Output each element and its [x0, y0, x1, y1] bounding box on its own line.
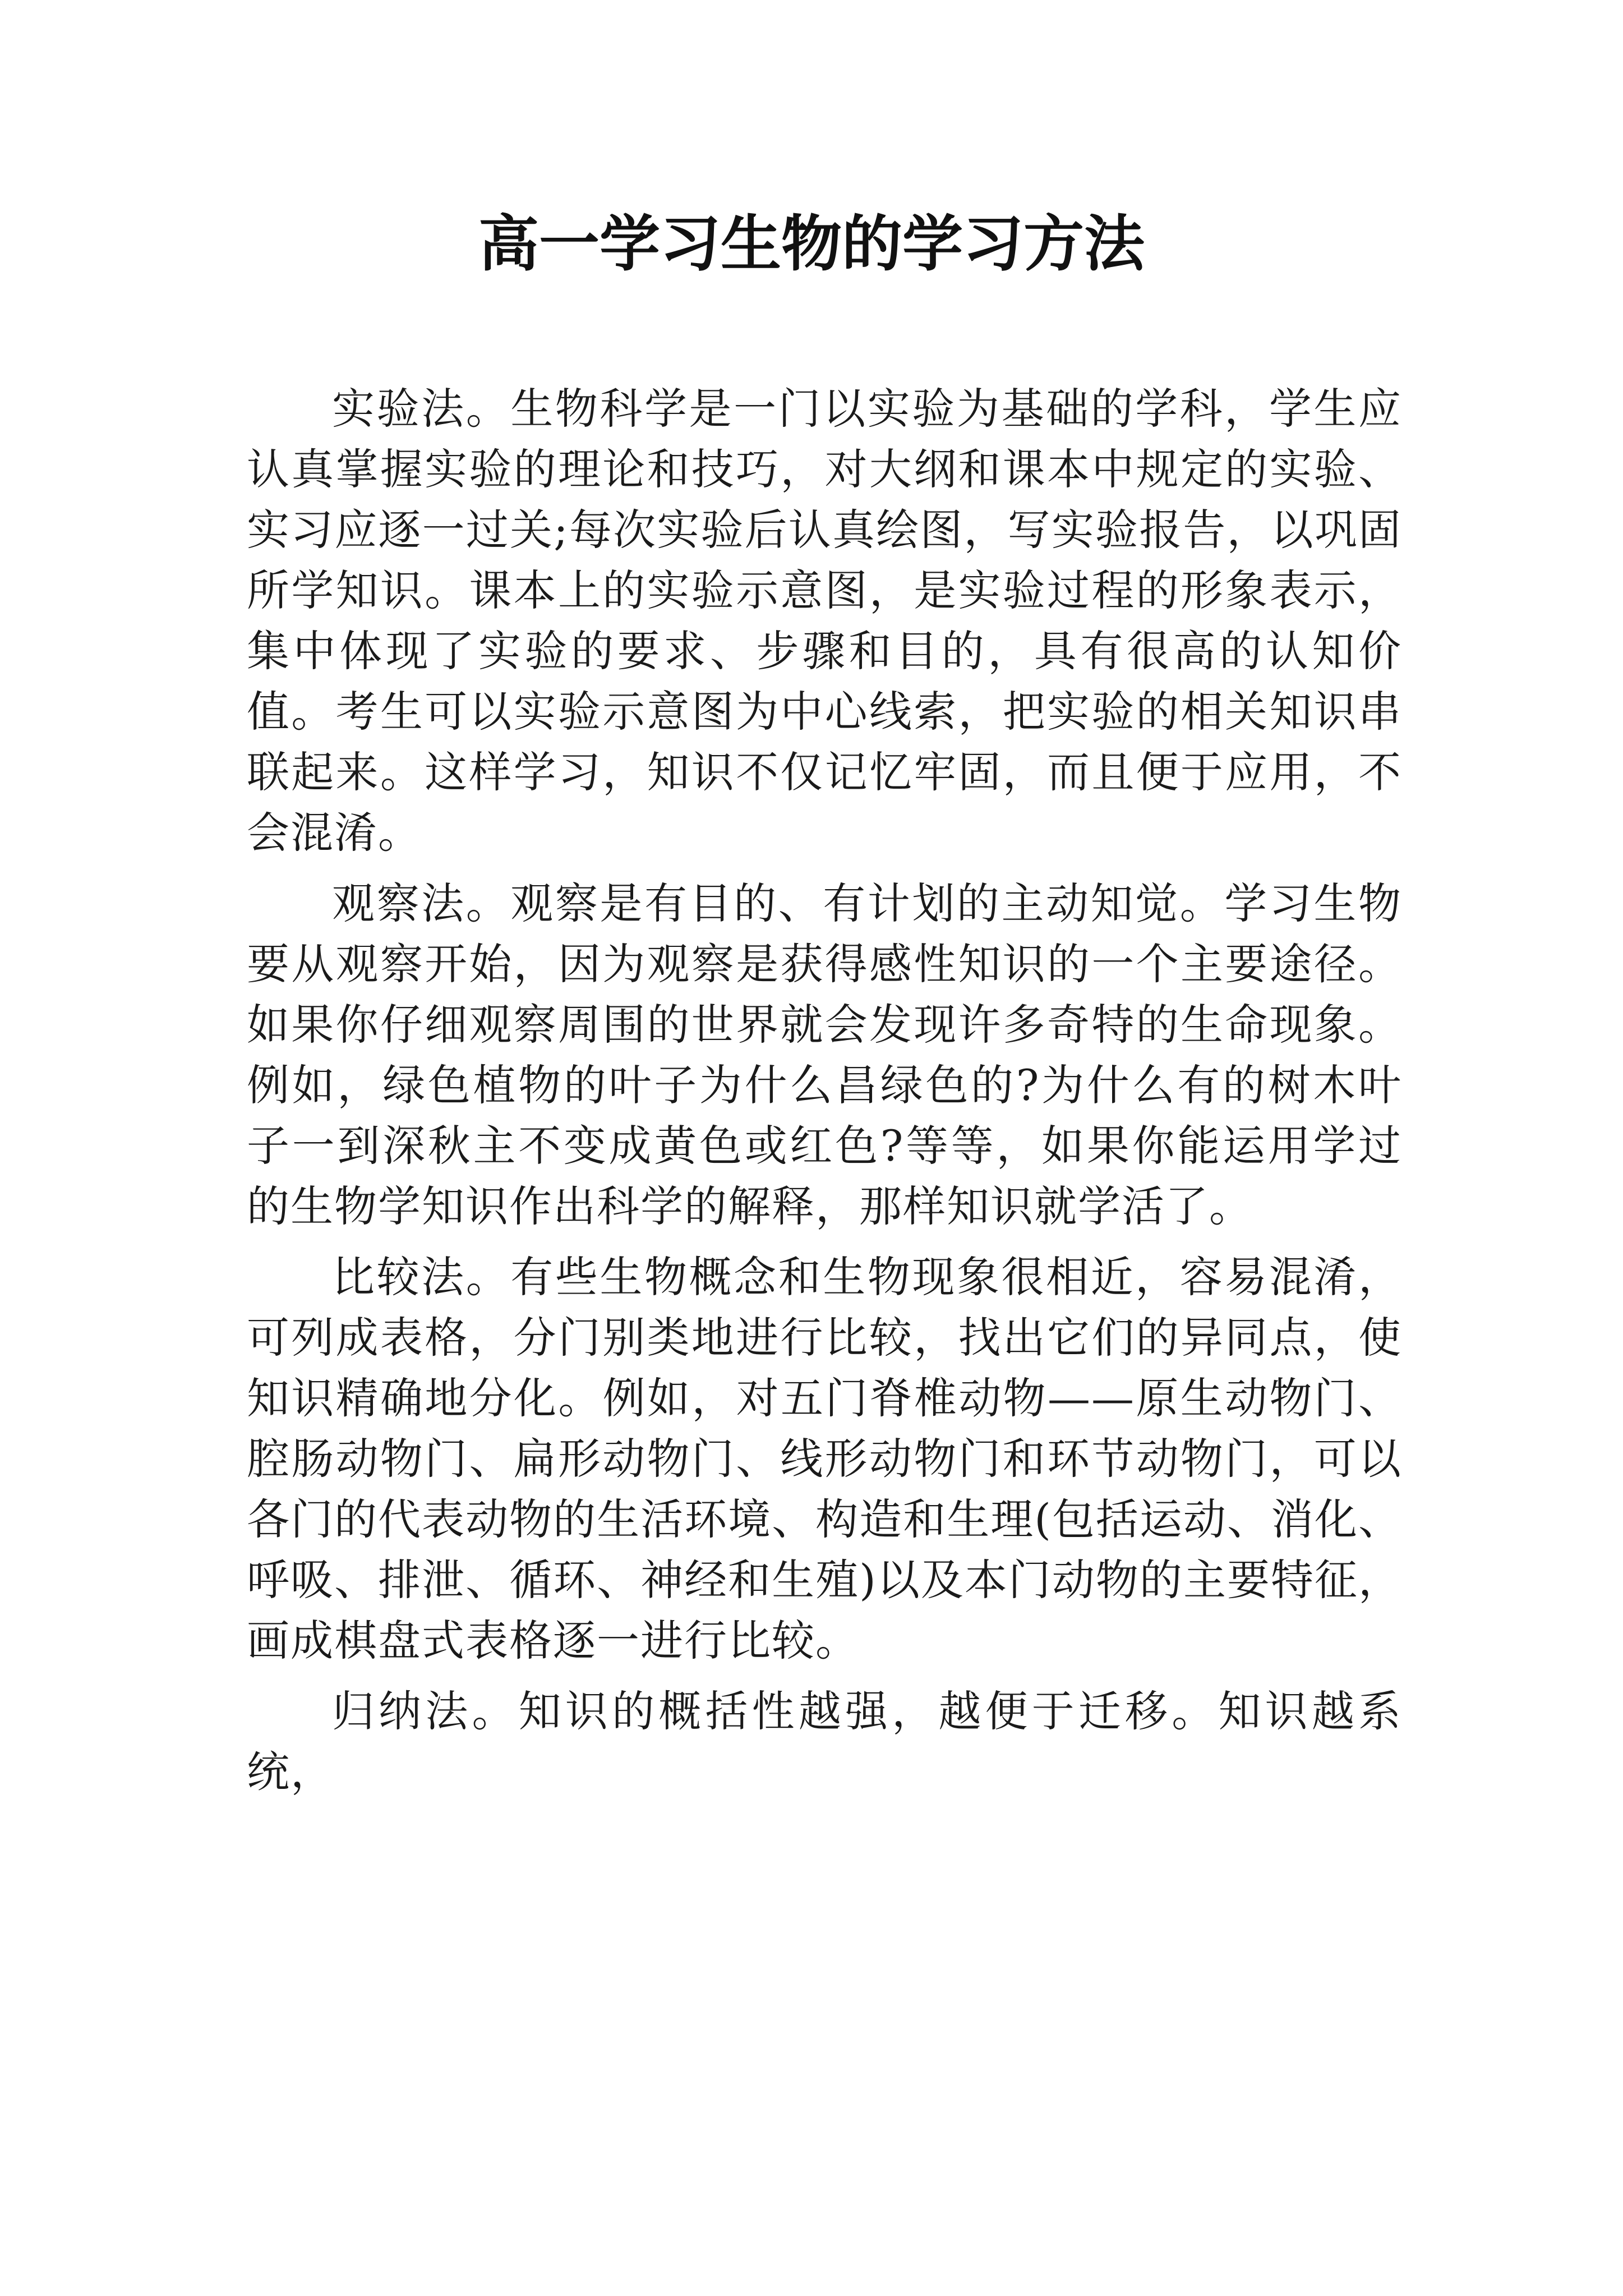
document-body [247, 379, 1402, 1812]
paragraph-comparison-method: 比较法。有些生物概念和生物现象很相近，容易混淆，可列成表格，分门别类地进行比较，找出它们的异同点，使知识精确地分化。例如，对五门脊椎动物——原生动物门、腔肠动物门、扁形动物门、线形动物门和环节动物门，可以各门的代表动物的生活环境、构造和生理(包括运动、消化、呼吸、排泄、循环、神经和生殖)以及本门动物的主要特征，画成棋盘式表格逐一进行比较。 [247, 1252, 1402, 1665]
document-title: 高一学习生物的学习方法 [478, 209, 1145, 279]
paragraph-induction-method: 归纳法。知识的概括性越强，越便于迁移。知识越系统， [247, 1686, 1402, 1797]
paragraph-experiment-method: 实验法。生物科学是一门以实验为基础的学科，学生应认真掌握实验的理论和技巧，对大纲和课本中规定的实验、实习应逐一过关;每次实验后认真绘图，写实验报告，以巩固所学知识。课本上的实验示意图，是实验过程的形象表示，集中体现了实验的要求、步骤和目的，具有很高的认知价值。考生可以实验示意图为中心线索，把实验的相关知识串联起来。这样学习，知识不仅记忆牢固，而且便于应用，不会混淆。 [247, 384, 1402, 858]
paragraph-observation-method: 观察法。观察是有目的、有计划的主动知觉。学习生物要从观察开始，因为观察是获得感性知识的一个主要途径。如果你仔细观察周围的世界就会发现许多奇特的生命现象。例如，绿色植物的叶子为什么昌绿色的?为什么有的树木叶子一到深秋主不变成黄色或红色?等等，如果你能运用学过的生物学知识作出科学的解释，那样知识就学活了。 [247, 878, 1402, 1231]
